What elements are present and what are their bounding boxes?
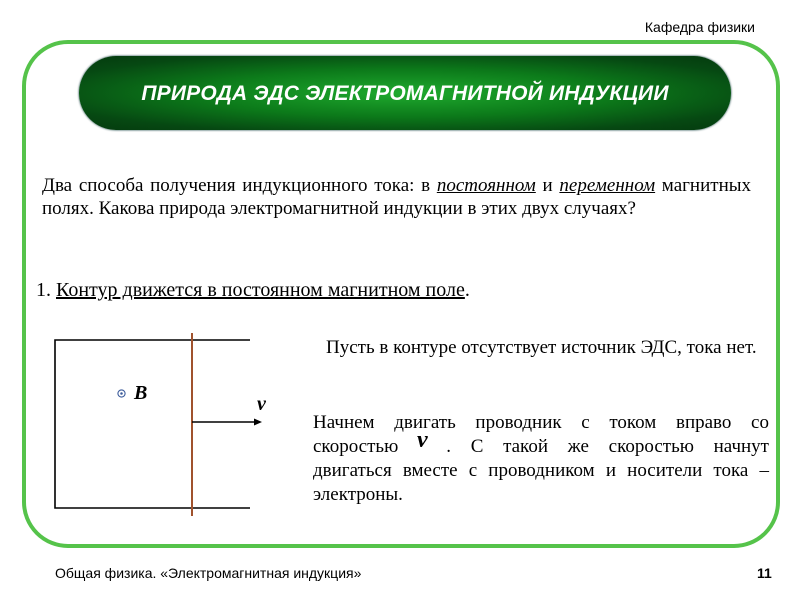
motion-text-2: . С такой же скоростью начнут двигаться вместе с проводником и носители тока – электроны. <box>313 436 769 505</box>
intro-underlined-constant: постоянном <box>436 175 536 196</box>
motion-text-1: Начнем двигать проводник с током вправо со скоростью <box>313 412 769 457</box>
intro-text-2: и <box>535 175 560 196</box>
paragraph-motion <box>313 411 769 507</box>
intro-underlined-variable: переменном <box>559 175 656 196</box>
field-out-of-page-icon <box>117 389 126 398</box>
intro-text-1: Два способа получения индукционного тока: в <box>42 175 437 196</box>
footer-course: Общая физика. «Электромагнитная индукция» <box>55 565 362 581</box>
department-label: Кафедра физики <box>644 19 755 35</box>
case-end: . <box>464 279 470 301</box>
paragraph-no-current: Пусть в контуре отсутствует источник ЭДС, тока нет. <box>326 337 757 358</box>
case-heading <box>36 279 470 302</box>
intro-text-3: магнитных полях. Какова природа электромагнитной индукции в этих двух случаях? <box>42 175 752 219</box>
title-banner <box>79 56 731 130</box>
slide-title: ПРИРОДА ЭДС ЭЛЕКТРОМАГНИТНОЙ ИНДУКЦИИ <box>141 82 669 105</box>
intro-paragraph <box>42 174 751 220</box>
page-number: 11 <box>757 565 772 581</box>
velocity-symbol: v <box>416 427 428 453</box>
field-label-b: B <box>134 382 148 404</box>
case-number: 1. <box>36 279 51 301</box>
velocity-label-v: v <box>257 393 266 415</box>
case-title: Контур движется в постоянном магнитном поле <box>56 279 465 301</box>
